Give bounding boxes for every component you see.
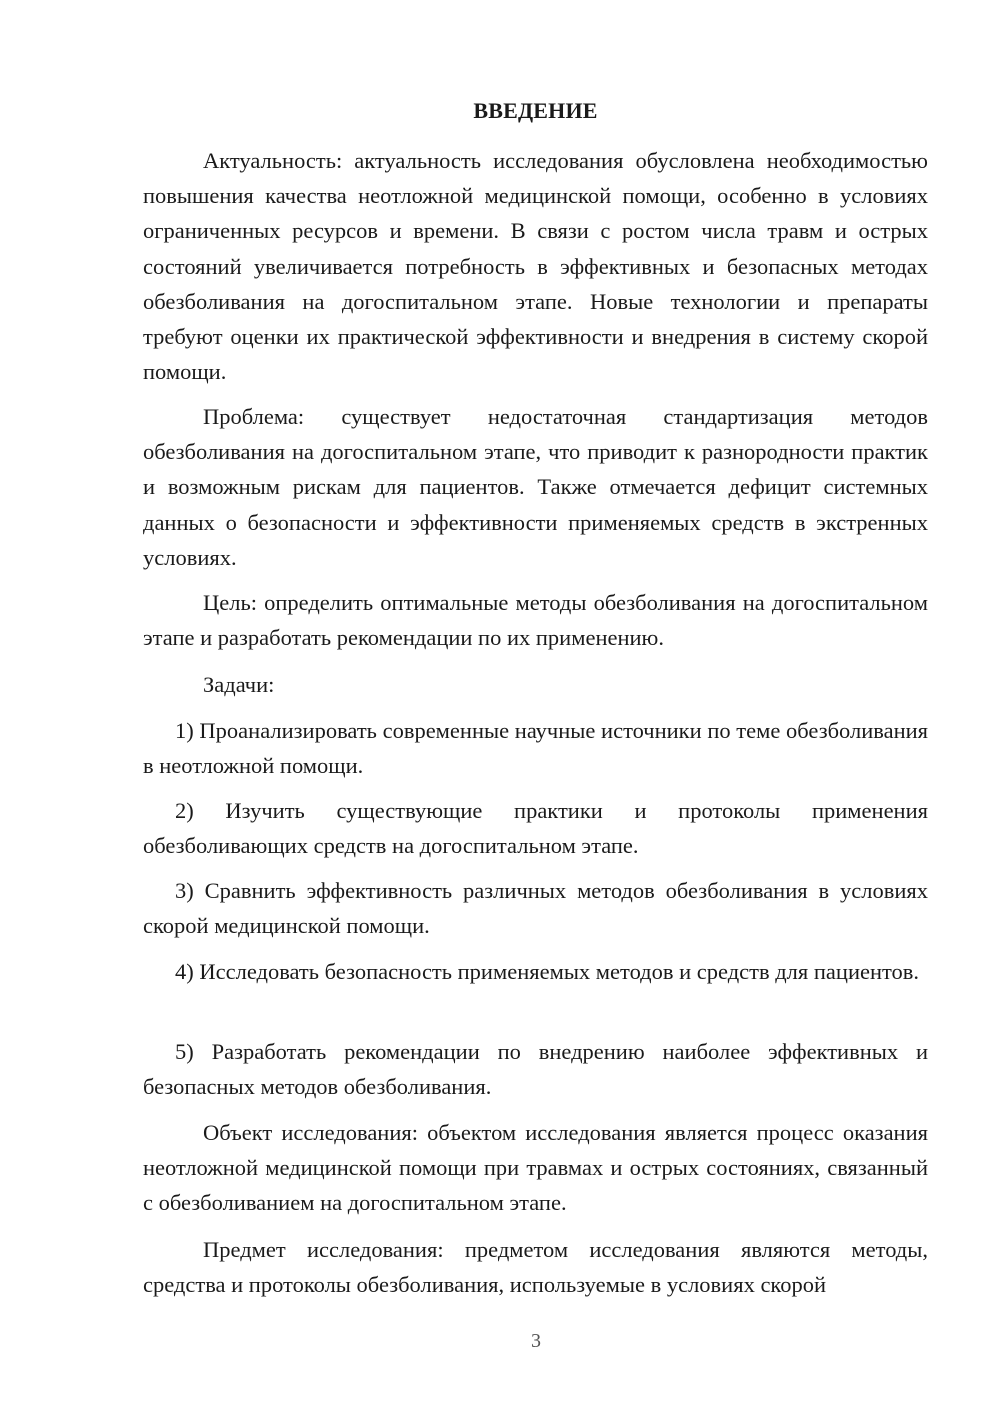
paragraph-object: Объект исследования: объектом исследования является процесс оказания неотложной медицинской помощи при травмах и острых состояниях, связанный с обезболиванием на догоспитальном этапе.: [143, 1120, 928, 1216]
task-item-3: 3) Сравнить эффективность различных методов обезболивания в условиях скорой медицинской помощи.: [143, 878, 928, 939]
paragraph-subject: Предмет исследования: предметом исследования являются методы, средства и протоколы обезболивания, используемые в условиях скорой: [143, 1237, 928, 1298]
task-item-5: 5) Разработать рекомендации по внедрению наиболее эффективных и безопасных методов обезболивания.: [143, 1039, 928, 1100]
task-item-1: 1) Проанализировать современные научные источники по теме обезболивания в неотложной помощи.: [143, 718, 928, 779]
page-title: ВВЕДЕНИЕ: [473, 98, 598, 123]
task-item-2: 2) Изучить существующие практики и протоколы применения обезболивающих средств на догоспитальном этапе.: [143, 798, 928, 859]
page-number: 3: [531, 1330, 541, 1352]
task-item-4: 4) Исследовать безопасность применяемых методов и средств для пациентов.: [175, 959, 920, 984]
paragraph-relevance: Актуальность: актуальность исследования обусловлена необходимостью повышения качества неотложной медицинской помощи, особенно в условиях ограниченных ресурсов и времени. В связи с ростом числа травм и острых состояний увеличивается потребность в эффективных и безопасных методах обезболивания на догоспитальном этапе. Новые технологии и препараты требуют оценки их практической эффективности и внедрения в систему скорой помощи.: [143, 148, 928, 385]
paragraph-goal: Цель: определить оптимальные методы обезболивания на догоспитальном этапе и разработать рекомендации по их применению.: [143, 590, 928, 651]
tasks-heading: Задачи:: [203, 672, 275, 697]
paragraph-problem: Проблема: существует недостаточная стандартизация методов обезболивания на догоспитальном этапе, что приводит к разнородности практик и возможным рискам для пациентов. Также отмечается дефицит системных данных о безопасности и эффективности применяемых средств в экстренных условиях.: [143, 404, 928, 570]
